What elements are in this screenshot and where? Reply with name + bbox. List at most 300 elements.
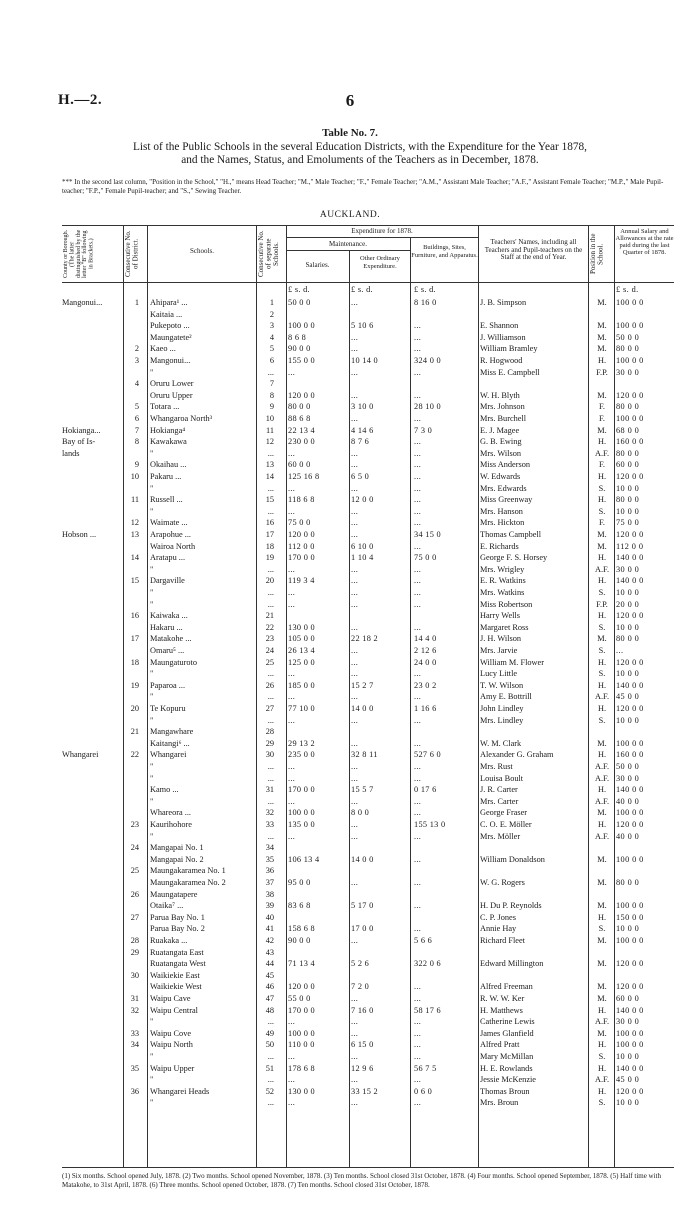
- school-cell: Waikiekie East: [150, 970, 200, 980]
- position-cell: M.: [597, 332, 607, 342]
- salaries-cell: 120 0 0: [288, 530, 315, 539]
- separate-no-cell: ...: [267, 762, 274, 771]
- other-expenditure-cell: ...: [351, 715, 359, 725]
- teacher-name-cell: T. W. Wilson: [480, 680, 524, 690]
- school-cell: Ruatangata East: [150, 947, 204, 957]
- separate-no-cell: 13: [265, 460, 274, 470]
- teacher-name-cell: Mrs. Broun: [480, 1098, 519, 1108]
- teacher-name-cell: Mrs. Hanson: [480, 506, 523, 516]
- school-cell: ": [150, 564, 154, 574]
- position-cell: H.: [597, 1063, 607, 1073]
- annual-salary-cell: 80 0 0: [616, 878, 640, 887]
- buildings-cell: ...: [414, 1017, 422, 1027]
- annual-salary-cell: 160 0 0: [616, 750, 644, 760]
- annual-salary-cell: 60 0 0: [616, 460, 640, 470]
- separate-no-cell: 44: [265, 959, 274, 969]
- buildings-cell: ...: [414, 344, 422, 354]
- table-row: [62, 680, 674, 691]
- other-expenditure-cell: ...: [351, 646, 359, 655]
- col-county-header: County or Borough. (The latter distinguished by the letter "B" following in Brackets.): [63, 229, 95, 279]
- school-cell: ": [150, 448, 154, 458]
- school-cell: Matakohe ...: [150, 634, 192, 644]
- school-cell: Ruatangata West: [150, 959, 206, 969]
- position-cell: S.: [598, 483, 606, 493]
- school-cell: Kaurihohore: [150, 820, 192, 829]
- annual-salary-cell: 100 0 0: [616, 1040, 644, 1050]
- school-cell: Kaitangi⁶ ...: [150, 738, 190, 748]
- separate-no-cell: ...: [267, 1098, 274, 1108]
- table-row: [62, 819, 674, 830]
- position-cell: M.: [597, 854, 607, 864]
- other-expenditure-cell: ...: [351, 448, 359, 458]
- other-expenditure-cell: ...: [351, 588, 359, 597]
- position-cell: A.F.: [594, 564, 610, 574]
- other-expenditure-cell: ...: [351, 564, 359, 574]
- county-cell: Hokianga...: [62, 425, 101, 435]
- annual-salary-cell: 100 0 0: [616, 854, 644, 864]
- buildings-cell: ...: [414, 692, 422, 702]
- district-no-cell: 11: [131, 495, 139, 505]
- school-cell: Pukepoto ...: [150, 321, 190, 331]
- separate-no-cell: 50: [265, 1040, 274, 1050]
- separate-no-cell: 38: [265, 889, 274, 899]
- annual-salary-cell: 100 0 0: [616, 901, 644, 911]
- table-row: [62, 877, 674, 888]
- salaries-cell: 112 0 0: [288, 541, 315, 551]
- annual-salary-cell: 120 0 0: [616, 704, 644, 713]
- salaries-cell: 90 0 0: [288, 936, 311, 945]
- other-expenditure-cell: 7 16 0: [351, 1005, 374, 1015]
- position-cell: A.F.: [594, 831, 610, 841]
- teacher-name-cell: W. M. Clark: [480, 738, 522, 748]
- school-cell: Omaru⁵ ...: [150, 646, 185, 655]
- table-row: [62, 622, 674, 633]
- other-expenditure-cell: ...: [351, 414, 359, 423]
- salaries-cell: 55 0 0: [288, 994, 311, 1003]
- salaries-cell: 95 0 0: [288, 878, 311, 887]
- separate-no-cell: 12: [265, 437, 274, 447]
- table-row: [62, 483, 674, 494]
- table-row: [62, 1086, 674, 1097]
- teacher-name-cell: Lucy Little: [480, 669, 518, 679]
- other-expenditure-cell: 6 15 0: [351, 1040, 374, 1050]
- buildings-cell: 34 15 0: [414, 530, 441, 539]
- annual-salary-cell: 50 0 0: [616, 762, 640, 771]
- school-cell: Otaika⁷ ...: [150, 901, 184, 911]
- school-cell: ": [150, 1075, 154, 1085]
- table-row: [62, 749, 674, 760]
- buildings-cell: 1 16 6: [414, 704, 437, 713]
- buildings-cell: ...: [414, 901, 422, 911]
- district-no-cell: 12: [130, 518, 139, 528]
- table-row: [62, 541, 674, 552]
- table-row: [62, 343, 674, 354]
- table-row: [62, 367, 674, 378]
- teacher-name-cell: C. O. E. Möller: [480, 820, 532, 829]
- separate-no-cell: 18: [265, 541, 274, 551]
- buildings-cell: 8 16 0: [414, 298, 437, 307]
- position-cell: A.F.: [594, 1075, 610, 1085]
- other-expenditure-cell: 5 2 6: [351, 959, 370, 969]
- salaries-cell: 125 16 8: [288, 472, 320, 481]
- buildings-cell: 324 0 0: [414, 356, 441, 365]
- salaries-cell: 100 0 0: [288, 808, 315, 818]
- salaries-cell: ...: [288, 1052, 296, 1061]
- separate-no-cell: ...: [267, 796, 274, 806]
- col-separate-no-header: Consecutive No. of separate Schools.: [257, 230, 280, 278]
- other-expenditure-cell: 22 18 2: [351, 634, 378, 644]
- separate-no-cell: 32: [265, 808, 274, 818]
- table-row: [62, 703, 674, 714]
- table-row: [62, 1039, 674, 1050]
- annual-salary-cell: 10 0 0: [616, 588, 640, 597]
- buildings-cell: ...: [414, 796, 422, 806]
- col-position-header: Position in the School.: [589, 233, 605, 275]
- teacher-name-cell: Mrs. Wilson: [480, 448, 522, 458]
- salaries-cell: ...: [288, 1098, 296, 1108]
- annual-salary-cell: 80 0 0: [616, 448, 640, 458]
- other-expenditure-cell: 33 15 2: [351, 1086, 378, 1096]
- school-cell: Okaihau ...: [150, 460, 187, 470]
- header-top-rule: [62, 225, 674, 226]
- district-no-cell: 30: [130, 970, 139, 980]
- school-cell: Waipu Cave: [150, 994, 191, 1003]
- school-cell: Maungatapere: [150, 889, 198, 899]
- table-row: [62, 923, 674, 934]
- district-heading: AUCKLAND.: [319, 210, 381, 220]
- teacher-name-cell: W. H. Blyth: [480, 390, 520, 400]
- separate-no-cell: ...: [267, 1052, 274, 1061]
- district-no-cell: 32: [130, 1005, 139, 1015]
- salaries-cell: 158 6 8: [288, 924, 315, 934]
- table-row: [62, 784, 674, 795]
- position-cell: H.: [597, 680, 607, 690]
- position-cell: M.: [597, 982, 607, 992]
- table-row: [62, 459, 674, 470]
- school-cell: Russell ...: [150, 495, 183, 505]
- school-cell: Ahipara¹ ...: [150, 298, 188, 307]
- other-expenditure-cell: 3 10 0: [351, 402, 374, 412]
- annual-salary-cell: 30 0 0: [616, 367, 640, 377]
- position-cell: S.: [598, 622, 606, 632]
- other-expenditure-cell: 14 0 0: [351, 704, 374, 713]
- salaries-cell: 105 0 0: [288, 634, 315, 644]
- buildings-cell: ...: [414, 1028, 422, 1038]
- district-no-cell: 19: [130, 680, 139, 690]
- buildings-cell: ...: [414, 483, 422, 493]
- teacher-name-cell: William M. Flower: [480, 657, 544, 667]
- school-cell: Waipu North: [150, 1040, 193, 1050]
- salaries-cell: ...: [288, 483, 296, 493]
- annual-salary-cell: 30 0 0: [616, 773, 640, 783]
- school-cell: Parua Bay No. 2: [150, 924, 205, 934]
- position-cell: F.: [598, 460, 606, 470]
- district-no-cell: 20: [130, 704, 139, 713]
- school-cell: Whangaroa North³: [150, 414, 213, 423]
- school-cell: ": [150, 1052, 154, 1061]
- salaries-cell: 135 0 0: [288, 820, 315, 829]
- teacher-name-cell: Mary McMillan: [480, 1052, 534, 1061]
- school-cell: Whangarei: [150, 750, 187, 760]
- buildings-cell: 14 4 0: [414, 634, 437, 644]
- separate-no-cell: 43: [265, 947, 274, 957]
- salaries-cell: ...: [288, 762, 296, 771]
- school-cell: Mangapai No. 1: [150, 843, 204, 853]
- buildings-cell: ...: [414, 332, 422, 342]
- salaries-cell: 170 0 0: [288, 553, 315, 563]
- other-expenditure-cell: 8 0 0: [351, 808, 370, 818]
- buildings-cell: 56 7 5: [414, 1063, 437, 1073]
- buildings-cell: 7 3 0: [414, 425, 433, 435]
- position-cell: S.: [598, 1052, 606, 1061]
- salaries-cell: 130 0 0: [288, 1086, 315, 1096]
- table-row: [62, 564, 674, 575]
- separate-no-cell: 33: [265, 820, 274, 829]
- position-cell: M.: [597, 298, 607, 307]
- separate-no-cell: 29: [265, 738, 274, 748]
- separate-no-cell: 45: [265, 970, 274, 980]
- position-cell: M.: [597, 936, 607, 945]
- school-cell: Waimate ...: [150, 518, 188, 528]
- footnotes: (1) Six months. School opened July, 1878. (2) Two months. School opened November, 1878. (3) Ten months. School closed 31st October, 1878. (4) Four months. School opened September, 1878. (5) Half time with Matakohe, to 31st April, 1878. (6) Three months. School opened October, 1878. (7) Ten months. School closed 31st October, 1878.: [62, 1172, 662, 1189]
- school-cell: Whareora ...: [150, 808, 191, 818]
- col-buildings-header: Buildings, Sites, Furniture, and Apparatus.: [411, 244, 478, 259]
- salaries-cell: ...: [288, 564, 296, 574]
- position-cell: H.: [597, 576, 607, 586]
- header-bottom-rule: [62, 282, 674, 283]
- other-expenditure-cell: ...: [351, 599, 359, 609]
- other-expenditure-cell: 10 14 0: [351, 356, 378, 365]
- annual-salary-cell: 10 0 0: [616, 669, 640, 679]
- annual-salary-cell: 10 0 0: [616, 715, 640, 725]
- position-note: *** In the second last column, "Position in the School," "H.," means Head Teacher; "M.," Male Teacher; "F.," Female Teacher; "A.M.," Assistant Male Teacher; "A.F.," Assistant Female Teacher; "M.P.," Male Pupil-teacher; "F.P.," Female Pupil-teacher; and "S.," Sewing Teacher.: [62, 178, 664, 195]
- table-title: [60, 141, 660, 167]
- table-row: [62, 842, 674, 853]
- annual-salary-cell: ...: [616, 646, 624, 655]
- teacher-name-cell: Mrs. Carter: [480, 796, 519, 806]
- table-row: [62, 320, 674, 331]
- teacher-name-cell: William Donaldson: [480, 854, 545, 864]
- school-cell: Ruakaka ...: [150, 936, 188, 945]
- buildings-cell: ...: [414, 878, 422, 887]
- school-cell: Te Kopuru: [150, 704, 186, 713]
- county-cell: Whangarei: [62, 750, 99, 760]
- col-maintenance-header: Maintenance.: [329, 240, 367, 248]
- salaries-cell: 130 0 0: [288, 622, 315, 632]
- district-no-cell: 36: [130, 1086, 139, 1096]
- other-expenditure-cell: ...: [351, 936, 359, 945]
- school-cell: ": [150, 796, 154, 806]
- school-cell: Totara ...: [150, 402, 180, 412]
- buildings-cell: ...: [414, 460, 422, 470]
- table-row: [62, 1028, 674, 1039]
- table-row: [62, 1051, 674, 1062]
- teacher-name-cell: Mrs. Burchell: [480, 414, 527, 423]
- other-expenditure-cell: ...: [351, 530, 359, 539]
- table-row: [62, 1097, 674, 1108]
- annual-units: £ s. d.: [616, 285, 639, 294]
- teacher-name-cell: Miss Anderson: [480, 460, 531, 470]
- annual-salary-cell: 120 0 0: [616, 472, 644, 481]
- buildings-cell: ...: [414, 518, 422, 528]
- buildings-units: £ s. d.: [414, 285, 436, 294]
- salaries-cell: 106 13 4: [288, 854, 320, 864]
- col-schools-header: Schools.: [190, 247, 214, 255]
- position-cell: A.F.: [594, 1017, 610, 1027]
- school-cell: ": [150, 588, 154, 597]
- table-row: [62, 1074, 674, 1085]
- school-cell: ": [150, 599, 154, 609]
- school-cell: Waipu Upper: [150, 1063, 195, 1073]
- position-cell: F.: [598, 518, 606, 528]
- position-cell: M.: [597, 634, 607, 644]
- separate-no-cell: ...: [267, 831, 274, 841]
- salaries-cell: 118 6 8: [288, 495, 315, 505]
- position-cell: M.: [597, 878, 607, 887]
- school-cell: Kaeo ...: [150, 344, 176, 354]
- separate-no-cell: 17: [265, 530, 274, 539]
- county-cell: Mangonui...: [62, 298, 103, 307]
- other-expenditure-cell: 6 5 0: [351, 472, 370, 481]
- table-row: [62, 715, 674, 726]
- teacher-name-cell: Mrs. Jarvie: [480, 646, 518, 655]
- position-cell: S.: [598, 924, 606, 934]
- district-no-cell: 6: [134, 414, 139, 423]
- buildings-cell: ...: [414, 588, 422, 597]
- teacher-name-cell: W. G. Rogers: [480, 878, 525, 887]
- table-row: [62, 494, 674, 505]
- table-row: [62, 425, 674, 436]
- salaries-cell: 110 0 0: [288, 1040, 315, 1050]
- teacher-name-cell: Amy E. Bottrill: [480, 692, 532, 702]
- separate-no-cell: 40: [265, 912, 274, 922]
- annual-salary-cell: 100 0 0: [616, 808, 644, 818]
- school-cell: Kawakawa: [150, 437, 187, 447]
- table-row: [62, 900, 674, 911]
- annual-salary-cell: 140 0 0: [616, 680, 644, 690]
- position-cell: H.: [597, 553, 607, 563]
- table-row: [62, 657, 674, 668]
- buildings-cell: 0 6 0: [414, 1086, 433, 1096]
- teacher-name-cell: Miss Robertson: [480, 599, 533, 609]
- table-row: [62, 1016, 674, 1027]
- annual-salary-cell: 120 0 0: [616, 982, 644, 992]
- school-cell: Kaitaia ...: [150, 309, 183, 319]
- buildings-cell: ...: [414, 1040, 422, 1050]
- other-expenditure-cell: ...: [351, 506, 359, 516]
- separate-no-cell: 9: [269, 402, 274, 412]
- other-expenditure-cell: 32 8 11: [351, 750, 378, 760]
- col-teachers-header: Teachers' Names, including all Teachers and Pupil-teachers on the Staff at the end of Year.: [484, 238, 583, 261]
- separate-no-cell: 24: [265, 646, 274, 655]
- other-expenditure-cell: ...: [351, 1098, 359, 1108]
- school-cell: Aratapu ...: [150, 553, 186, 563]
- school-cell: Hokianga⁴: [150, 425, 186, 435]
- separate-no-cell: 15: [265, 495, 274, 505]
- school-cell: ": [150, 1017, 154, 1027]
- annual-salary-cell: 80 0 0: [616, 344, 640, 354]
- other-expenditure-cell: ...: [351, 1052, 359, 1061]
- separate-no-cell: ...: [267, 715, 274, 725]
- table-row: [62, 668, 674, 679]
- table-row: [62, 633, 674, 644]
- table-row: [62, 506, 674, 517]
- annual-salary-cell: 100 0 0: [616, 936, 644, 945]
- buildings-cell: ...: [414, 1098, 422, 1108]
- school-cell: Oruru Upper: [150, 390, 193, 400]
- table-row: [62, 599, 674, 610]
- separate-no-cell: 23: [265, 634, 274, 644]
- other-expenditure-cell: ...: [351, 460, 359, 470]
- teacher-name-cell: Alexander G. Graham: [480, 750, 554, 760]
- district-no-cell: 15: [130, 576, 139, 586]
- other-expenditure-cell: ...: [351, 344, 359, 354]
- position-cell: H.: [597, 495, 607, 505]
- separate-no-cell: ...: [267, 773, 274, 783]
- salaries-cell: 178 6 8: [288, 1063, 315, 1073]
- school-cell: Whangarei Heads: [150, 1086, 210, 1096]
- district-no-cell: 1: [134, 298, 139, 307]
- buildings-cell: ...: [414, 414, 422, 423]
- school-cell: Dargaville: [150, 576, 185, 586]
- separate-no-cell: 2: [269, 309, 274, 319]
- teacher-name-cell: G. B. Ewing: [480, 437, 522, 447]
- annual-salary-cell: 100 0 0: [616, 414, 644, 423]
- annual-salary-cell: 40 0 0: [616, 831, 640, 841]
- teacher-name-cell: Louisa Boult: [480, 773, 524, 783]
- buildings-cell: ...: [414, 437, 422, 447]
- table-row: [62, 889, 674, 900]
- annual-salary-cell: 10 0 0: [616, 622, 640, 632]
- teacher-name-cell: H. E. Rowlands: [480, 1063, 533, 1073]
- other-expenditure-cell: 15 5 7: [351, 785, 374, 795]
- annual-salary-cell: 30 0 0: [616, 1017, 640, 1027]
- annual-salary-cell: 80 0 0: [616, 634, 640, 644]
- buildings-cell: ...: [414, 622, 422, 632]
- col-salaries-header: Salaries.: [305, 261, 330, 269]
- buildings-cell: ...: [414, 994, 422, 1003]
- other-expenditure-cell: ...: [351, 657, 359, 667]
- position-cell: F.P.: [596, 367, 608, 377]
- separate-no-cell: ...: [267, 564, 274, 574]
- table-row: [62, 981, 674, 992]
- other-expenditure-cell: ...: [351, 390, 359, 400]
- position-cell: M.: [597, 344, 607, 354]
- separate-no-cell: ...: [267, 1075, 274, 1085]
- teacher-name-cell: Richard Fleet: [480, 936, 525, 945]
- buildings-cell: 5 6 6: [414, 936, 433, 945]
- other-expenditure-cell: ...: [351, 298, 359, 307]
- school-cell: Kaiwaka ...: [150, 611, 188, 621]
- school-cell: ": [150, 669, 154, 679]
- school-cell: Wairoa North: [150, 541, 196, 551]
- other-expenditure-cell: 17 0 0: [351, 924, 374, 934]
- separate-no-cell: 21: [265, 611, 274, 621]
- salaries-cell: ...: [288, 715, 296, 725]
- separate-no-cell: 25: [265, 657, 274, 667]
- school-cell: Oruru Lower: [150, 379, 194, 389]
- school-cell: Paparoa ...: [150, 680, 186, 690]
- separate-no-cell: 46: [265, 982, 274, 992]
- other-expenditure-cell: 4 14 6: [351, 425, 374, 435]
- district-no-cell: 21: [130, 727, 139, 737]
- salaries-cell: ...: [288, 448, 296, 458]
- district-no-cell: 7: [134, 425, 139, 435]
- separate-no-cell: 48: [265, 1005, 274, 1015]
- buildings-cell: ...: [414, 773, 422, 783]
- position-cell: M.: [597, 425, 607, 435]
- table-row: [62, 401, 674, 412]
